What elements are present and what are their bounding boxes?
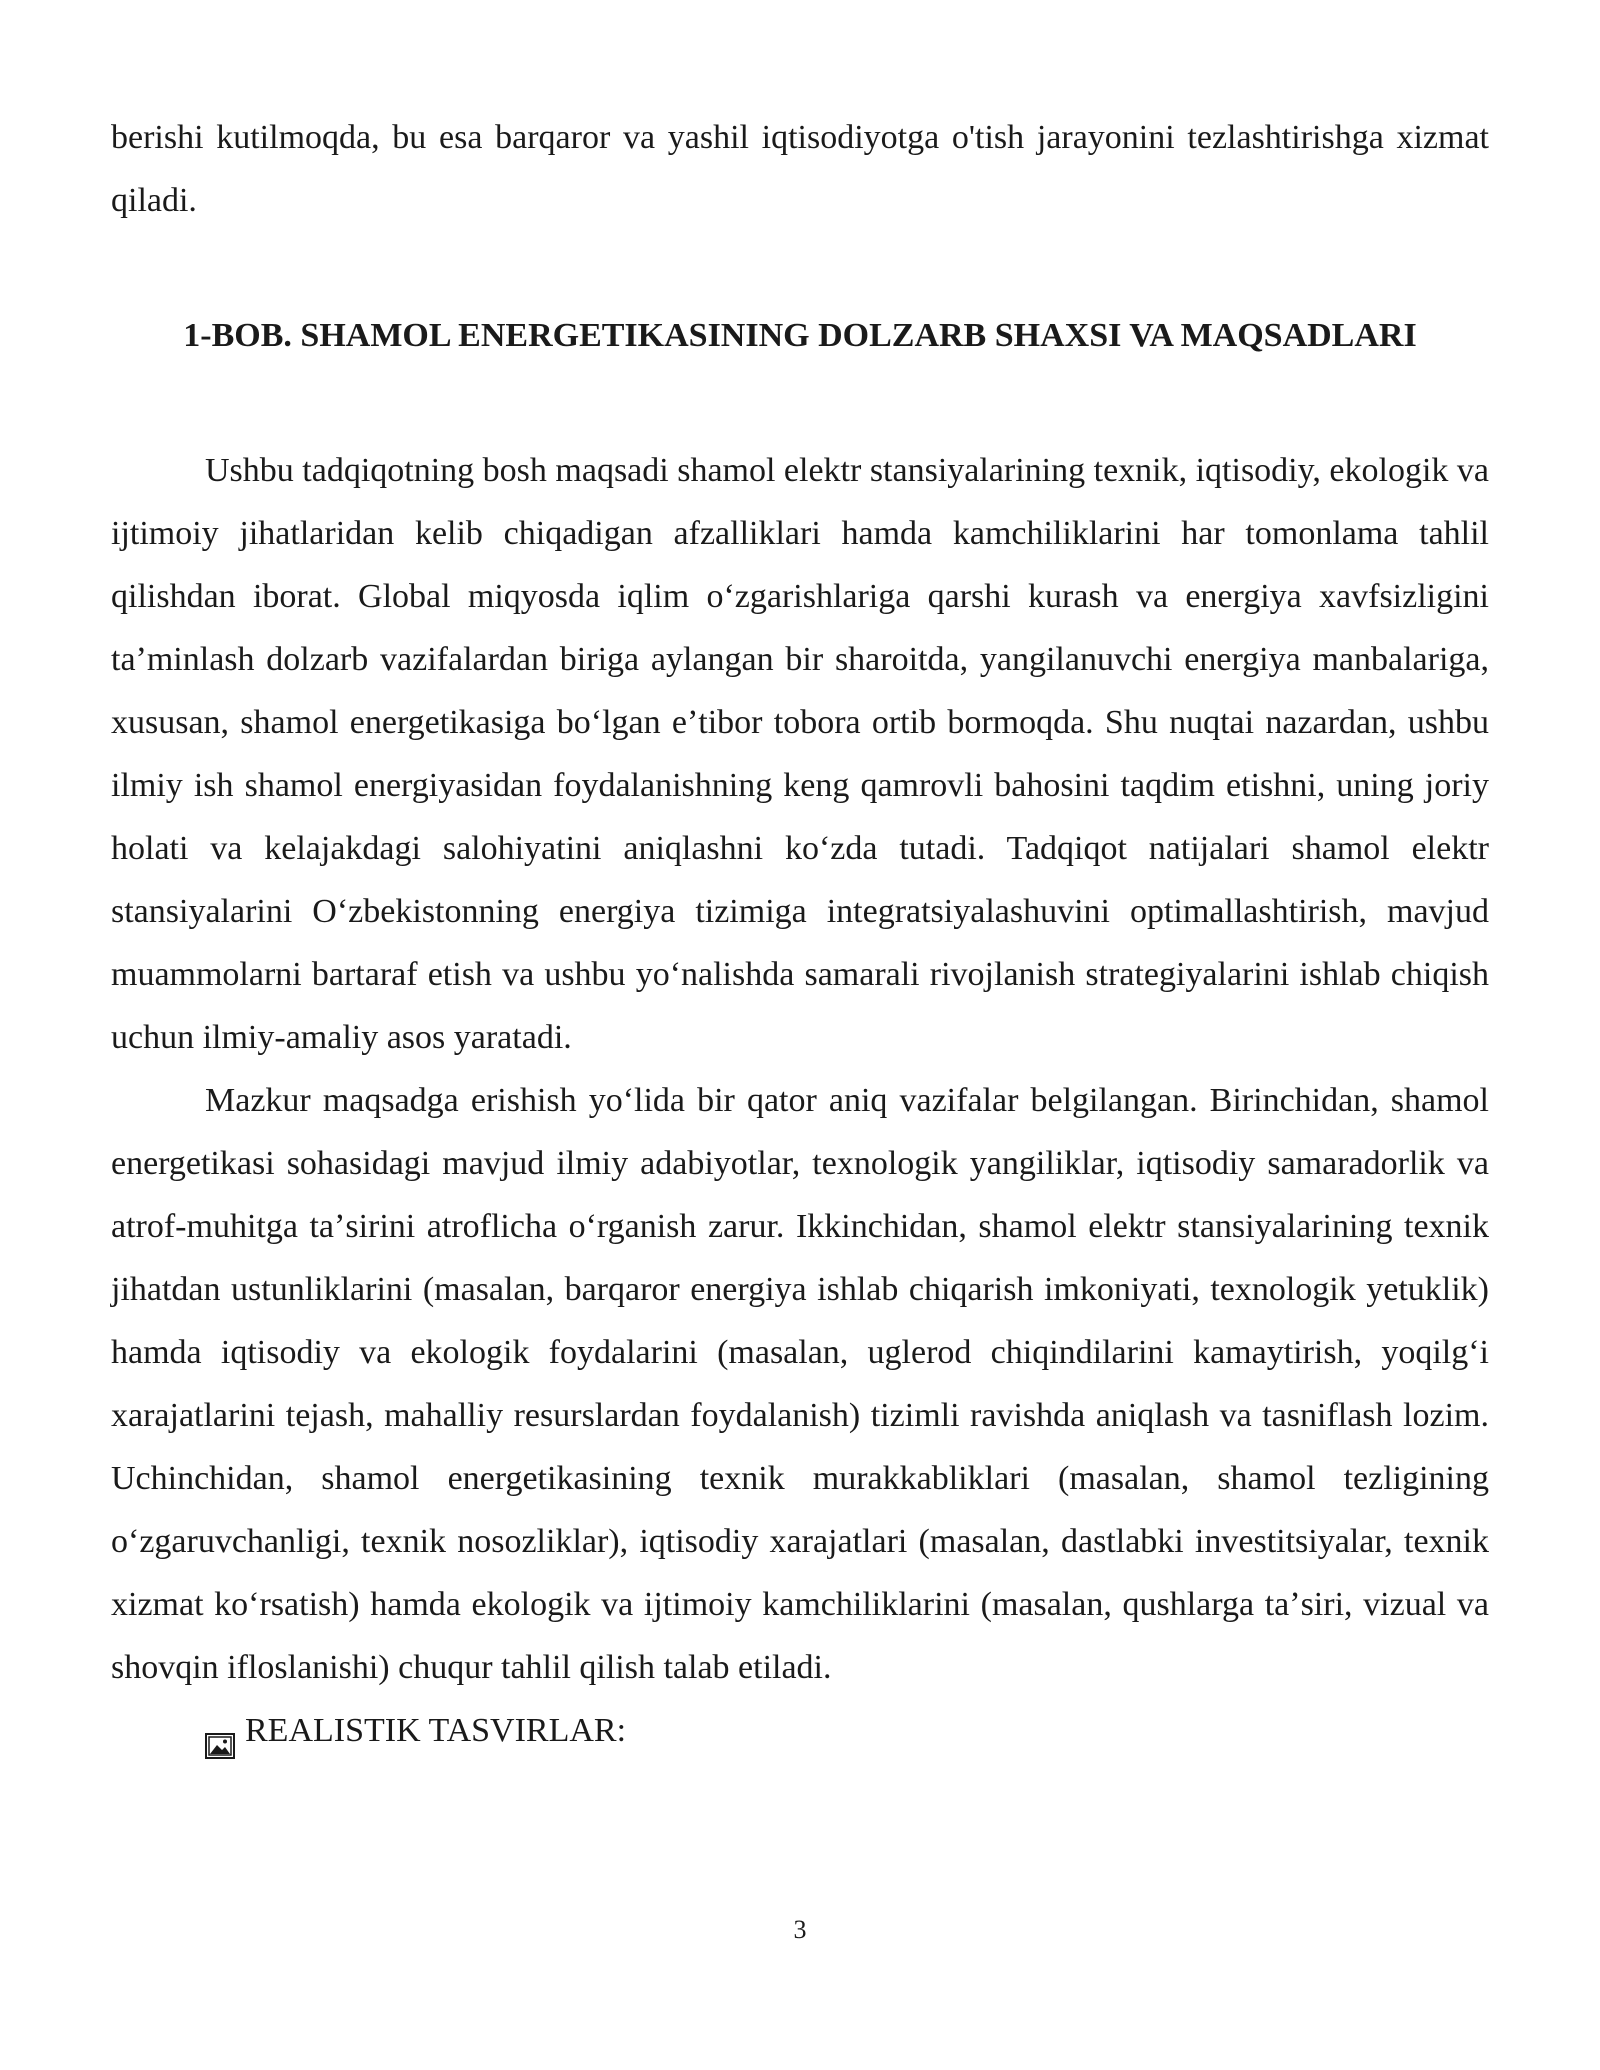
chapter-heading: 1-BOB. SHAMOL ENERGETIKASINING DOLZARB SHAXSI VA MAQSADLARI [183,317,1417,354]
framed-picture-icon [205,1717,235,1743]
body-paragraph-2: Mazkur maqsadga erishish yoʻlida bir qator aniq vazifalar belgilangan. Birinchidan, shamol energetikasi sohasidagi mavjud ilmiy adabiyotlar, texnologik yangiliklar, iqtisodiy samaradorlik va atrof-muhitga taʼsirini atroflicha oʻrganish zarur. Ikkinchidan, shamol elektr stansiyalarining texnik jihatdan ustunliklarini (masalan, barqaror energiya ishlab chiqarish imkoniyati, texnologik yetuklik) hamda iqtisodiy va ekologik foydalarini (masalan, uglerod chiqindilarini kamaytirish, yoqilgʻi xarajatlarini tejash, mahalliy resurslardan foydalanish) tizimli ravishda aniqlash va tasniflash lozim. Uchinchidan, shamol energetikasining texnik murakkabliklari (masalan, shamol tezligining oʻzgaruvchanligi, texnik nosozliklar), iqtisodiy xarajatlari (masalan, dastlabki investitsiyalar, texnik xizmat koʻrsatish) hamda ekologik va ijtimoiy kamchiliklarini (masalan, qushlarga taʼsiri, vizual va shovqin ifloslanishi) chuqur tahlil qilish talab etiladi. [111,1082,1489,1686]
continuation-paragraph: berishi kutilmoqda, bu esa barqaror va yashil iqtisodiyotga o'tish jarayonini tezlashtirishga xizmat qiladi. [111,119,1489,219]
body-paragraph-1: Ushbu tadqiqotning bosh maqsadi shamol elektr stansiyalarining texnik, iqtisodiy, ekologik va ijtimoiy jihatlaridan kelib chiqadigan afzalliklari hamda kamchiliklarini har tomonlama tahlil qilishdan iborat. Global miqyosda iqlim oʻzgarishlariga qarshi kurash va energiya xavfsizligini taʼminlash dolzarb vazifalardan biriga aylangan bir sharoitda, yangilanuvchi energiya manbalariga, xususan, shamol energetikasiga boʻlgan eʼtibor tobora ortib bormoqda. Shu nuqtai nazardan, ushbu ilmiy ish shamol energiyasidan foydalanishning keng qamrovli bahosini taqdim etishni, uning joriy holati va kelajakdagi salohiyatini aniqlashni koʻzda tutadi. Tadqiqot natijalari shamol elektr stansiyalarini Oʻzbekistonning energiya tizimiga integratsiyalashuvini optimallashtirish, mavjud muammolarni bartaraf etish va ushbu yoʻnalishda samarali rivojlanish strategiyalarini ishlab chiqish uchun ilmiy-amaliy asos yaratadi. [111,452,1489,1056]
page-number: 3 [793,1915,807,1944]
image-section-label-line [111,1699,1489,1762]
image-section-label: REALISTIK TASVIRLAR: [245,1712,627,1749]
document-page [111,106,1489,1762]
